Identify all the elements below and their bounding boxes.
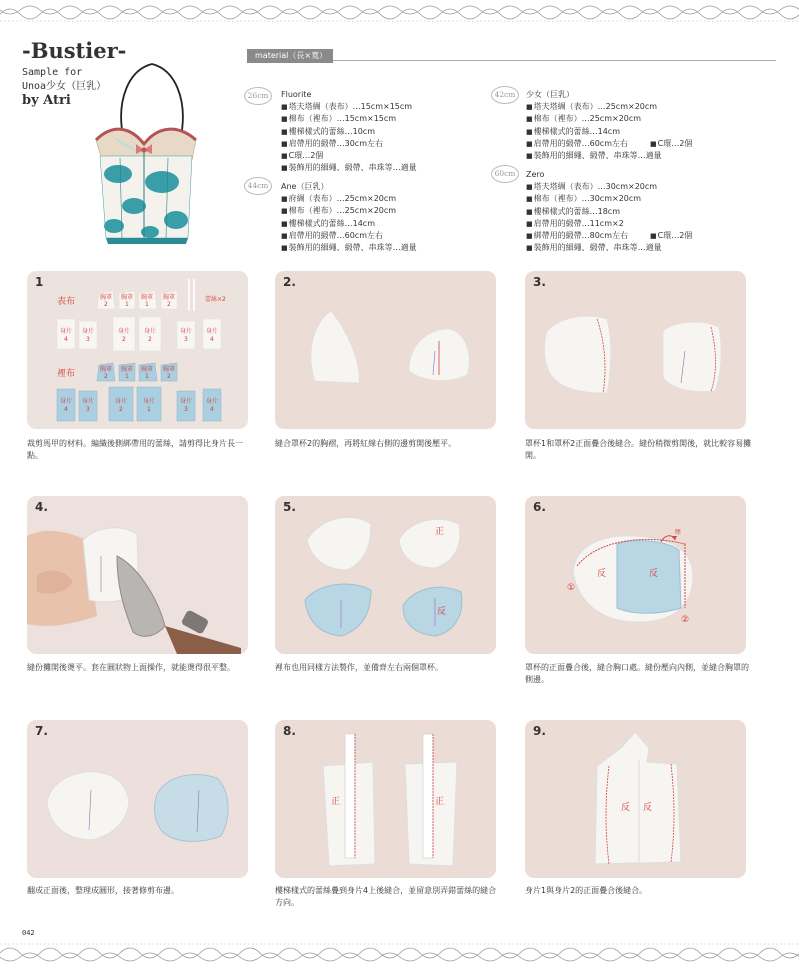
material-item: ■ 樓梯樣式的蕾絲…14cm <box>281 218 417 230</box>
step-1-photo <box>27 271 248 429</box>
label-cup-num: 2 <box>167 373 171 380</box>
label-body-num: 4 <box>64 336 68 343</box>
material-block-zero <box>526 169 692 254</box>
label-body-num: 3 <box>184 336 188 343</box>
step-8-lace-bodies <box>275 720 496 878</box>
label-cup: 胸罩 <box>163 366 176 373</box>
step-1-pattern-pieces <box>27 271 248 429</box>
author: by Atri <box>22 93 71 108</box>
step-2-cups <box>275 271 496 429</box>
size-badge-44cm: 44cm <box>244 177 272 195</box>
step-2-photo <box>275 271 496 429</box>
label-body: 身片 <box>206 328 219 335</box>
label-body-num: 4 <box>210 336 214 343</box>
step-6-number: 6. <box>533 500 546 514</box>
step-9-body-pieces <box>525 720 746 878</box>
step-7-photo <box>27 720 248 878</box>
doll-name: Ane（巨乳） <box>281 182 329 191</box>
doll-name: 少女（巨乳） <box>526 90 574 99</box>
material-item: ■ 塔夫塔綢（表布）…25cm×20cm <box>526 101 692 113</box>
label-body: 身片 <box>206 398 219 405</box>
step-8-text: 樓梯樣式的蕾絲疊到身片4上後縫合，並留意別弄錯蕾絲的縫合方向。 <box>275 886 497 907</box>
page-title: -Bustier- <box>22 38 127 63</box>
label-body: 身片 <box>144 328 157 335</box>
label-cup-num: 2 <box>167 301 171 308</box>
material-item: ■ 樓梯樣式的蕾絲…14cm <box>526 126 692 138</box>
material-item-extra: ■ C環…2個 <box>650 139 692 148</box>
lace-border-top <box>0 0 799 26</box>
step-3-cups <box>525 271 746 429</box>
material-item: ■ 樓梯樣式的蕾絲…18cm <box>526 206 692 218</box>
material-item <box>526 138 692 150</box>
step-3-text: 罩杯1和罩杯2正面疊合後縫合。縫份稍微剪開後，就比較容易攤開。 <box>525 439 752 460</box>
step-8-number: 8. <box>283 724 296 738</box>
label-body: 身片 <box>180 398 193 405</box>
label-cup-num: 1 <box>125 301 129 308</box>
step-8-photo <box>275 720 496 878</box>
label-front: 正 <box>331 797 341 807</box>
material-item: ■ 塔夫塔綢（表布）…30cm×20cm <box>526 181 692 193</box>
bustier-photo <box>82 60 212 248</box>
material-item: ■ 棉布（裡布）…15cm×15cm <box>281 113 417 125</box>
label-back: 反 <box>643 803 653 813</box>
step-5-photo <box>275 496 496 654</box>
step-6-cups-stacked <box>525 496 746 654</box>
label-body-num: 2 <box>148 336 152 343</box>
material-item: ■ 樓梯樣式的蕾絲…10cm <box>281 126 417 138</box>
step-4-number: 4. <box>35 500 48 514</box>
label-front: 正 <box>435 797 445 807</box>
subtitle-line-1: Sample for <box>22 67 83 78</box>
label-omote: 表布 <box>57 297 76 307</box>
step-5-text: 裡布也用同樣方法製作，並備齊左右兩個罩杯。 <box>275 663 443 672</box>
step-4-text: 縫份攤開後燙平。套在圓狀物上面操作，就能燙得很平整。 <box>27 663 235 672</box>
label-cup: 胸罩 <box>100 366 113 373</box>
material-item: ■ 肩帶用的緞帶…60cm左右 <box>281 230 417 242</box>
label-cup-num: 1 <box>125 373 129 380</box>
material-item: ■ 裝飾用的細繩、緞帶、串珠等…適量 <box>526 242 692 254</box>
label-body: 身片 <box>60 398 73 405</box>
label-cup-num: 2 <box>104 301 108 308</box>
material-item: ■ 裝飾用的細繩、緞帶、串珠等…適量 <box>281 242 417 254</box>
size-badge-60cm: 60cm <box>491 165 519 183</box>
label-body-num: 3 <box>184 406 188 413</box>
label-back: 反 <box>437 607 447 617</box>
lace-border-bottom <box>0 939 799 965</box>
label-body: 身片 <box>82 328 95 335</box>
label-body: 身片 <box>180 328 193 335</box>
step-3-photo <box>525 271 746 429</box>
step-7-text: 翻成正面後，整理成圓形，接著修剪布邊。 <box>27 886 179 895</box>
material-divider <box>333 60 776 61</box>
step-2-text: 縫合罩杯2的胸褶，再將紅線右側的邊剪開後壓平。 <box>275 439 457 448</box>
label-body-num: 4 <box>64 406 68 413</box>
page-number: 042 <box>22 929 35 937</box>
label-cup: 胸罩 <box>163 294 176 301</box>
label-ura: 裡布 <box>57 369 76 379</box>
doll-name: Zero <box>526 170 545 179</box>
label-cup: 胸罩 <box>141 294 154 301</box>
step-4-ironing <box>27 496 248 654</box>
step-9-photo <box>525 720 746 878</box>
label-body-num: 3 <box>86 406 90 413</box>
label-back: 反 <box>621 803 631 813</box>
label-step-2: ② <box>681 615 690 625</box>
label-cup-num: 1 <box>145 373 149 380</box>
step-1-text: 裁剪馬甲的材料。編織後側綁帶用的蕾絲，請剪得比身片長一點。 <box>27 439 243 460</box>
step-5-number: 5. <box>283 500 296 514</box>
material-block-ane <box>281 181 417 254</box>
label-body-num: 4 <box>210 406 214 413</box>
label-lace: 蕾絲×2 <box>205 296 226 303</box>
label-step-1: ① <box>567 583 576 593</box>
label-body-num: 2 <box>119 406 123 413</box>
material-item: ■ 塔夫塔綢（表布）…15cm×15cm <box>281 101 417 113</box>
label-body: 身片 <box>143 398 156 405</box>
label-body: 身片 <box>118 328 131 335</box>
material-item: ■ 棉布（裡布）…30cm×20cm <box>526 193 692 205</box>
label-body: 身片 <box>82 398 95 405</box>
step-1-number: 1 <box>35 275 44 289</box>
material-block-shoujo <box>526 89 692 162</box>
label-cup: 胸罩 <box>100 294 113 301</box>
step-7-cups <box>27 720 248 878</box>
step-2-number: 2. <box>283 275 296 289</box>
material-item: ■ 裝飾用的細繩、緞帶、串珠等…適量 <box>281 162 417 174</box>
size-badge-26cm: 26cm <box>244 87 272 105</box>
subtitle-line-2: Unoa少女（巨乳） <box>22 81 107 92</box>
label-cup-num: 2 <box>104 373 108 380</box>
label-body: 身片 <box>60 328 73 335</box>
label-body-num: 3 <box>86 336 90 343</box>
material-item-text: 肩帶用的緞帶…60cm左右 <box>533 138 628 148</box>
label-back: 反 <box>649 569 659 579</box>
material-item: ■ 肩帶用的緞帶…11cm×2 <box>526 218 692 230</box>
label-cup-num: 1 <box>145 301 149 308</box>
material-item-text: 綁帶用的緞帶…80cm左右 <box>533 231 628 241</box>
label-cup: 胸罩 <box>121 366 134 373</box>
material-item: ■ 府綢（表布）…25cm×20cm <box>281 193 417 205</box>
material-block-fluorite <box>281 89 417 174</box>
material-item: ■ C環…2個 <box>281 150 417 162</box>
doll-name: Fluorite <box>281 90 312 99</box>
step-7-number: 7. <box>35 724 48 738</box>
step-6-text: 罩杯的正面疊合後，縫合胸口處。縫份壓向內側，並縫合胸罩的側邊。 <box>525 663 749 684</box>
step-9-text: 身片1與身片2的正面疊合後縫合。 <box>525 886 648 895</box>
label-cup: 胸罩 <box>141 366 154 373</box>
size-badge-42cm: 42cm <box>491 86 519 104</box>
material-item: ■ 棉布（裡布）…25cm×20cm <box>281 205 417 217</box>
step-5-cups <box>275 496 496 654</box>
step-6-photo <box>525 496 746 654</box>
material-item-extra: ■ C環…2個 <box>650 231 692 240</box>
label-front: 正 <box>435 527 445 537</box>
label-body: 身片 <box>115 398 128 405</box>
label-cup: 胸罩 <box>121 294 134 301</box>
material-item: ■ 裝飾用的細繩、緞帶、串珠等…適量 <box>526 150 692 162</box>
material-item <box>526 230 692 242</box>
step-9-number: 9. <box>533 724 546 738</box>
material-item: ■ 棉布（裡布）…25cm×20cm <box>526 113 692 125</box>
material-item: ■ 肩帶用的緞帶…30cm左右 <box>281 138 417 150</box>
step-3-number: 3. <box>533 275 546 289</box>
label-back: 反 <box>597 569 607 579</box>
material-header <box>247 49 776 63</box>
label-body-num: 2 <box>122 336 126 343</box>
step-4-photo <box>27 496 248 654</box>
material-label: material（長×寬） <box>247 49 333 63</box>
label-press: 壓 <box>675 529 682 536</box>
label-body-num: 1 <box>147 406 151 413</box>
